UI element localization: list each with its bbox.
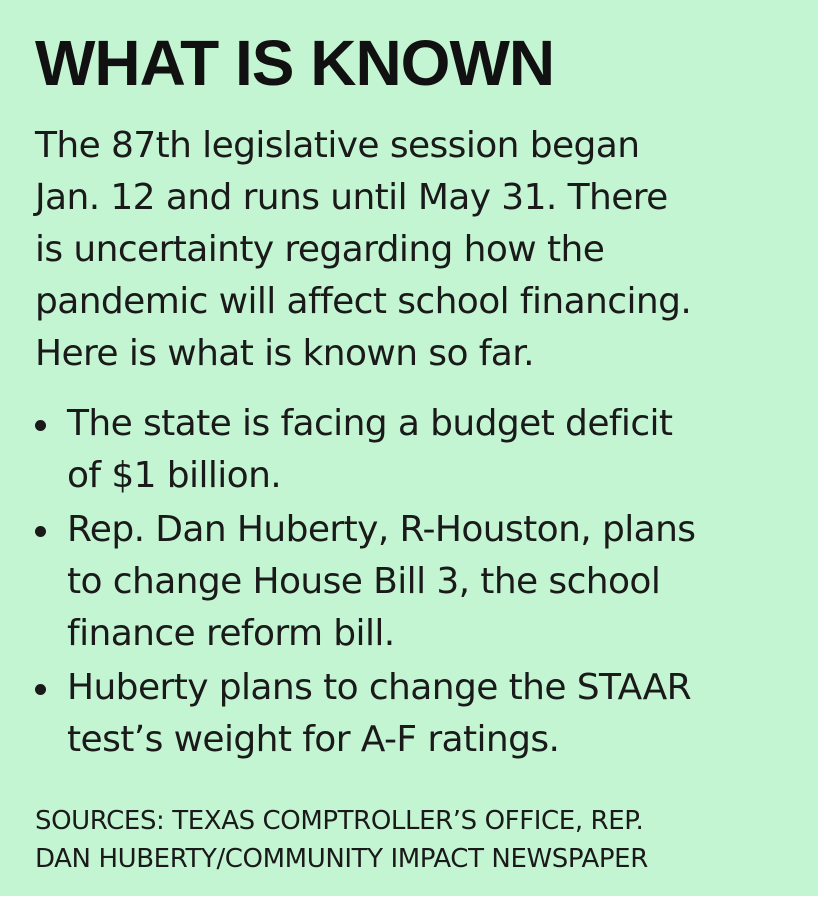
- bullet-line: Huberty plans to change the STAAR: [67, 667, 692, 708]
- bullet-item-budget-deficit: [35, 398, 815, 502]
- intro-line: Here is what is known so far.: [35, 333, 534, 374]
- intro-line: The 87th legislative session began: [35, 125, 640, 166]
- intro-line: is uncertainty regarding how the: [35, 229, 605, 270]
- bullet-line: The state is facing a budget deficit: [67, 403, 673, 444]
- sources-credit: [35, 802, 815, 878]
- bullet-line: Rep. Dan Huberty, R-Houston, plans: [67, 509, 696, 550]
- bullet-icon: [35, 526, 46, 537]
- intro-paragraph: [35, 120, 795, 380]
- sources-line: SOURCES: TEXAS COMPTROLLER’S OFFICE, REP.: [35, 806, 644, 836]
- bullet-item-house-bill-3: [35, 504, 815, 660]
- bullet-list: [35, 398, 815, 768]
- sources-line: DAN HUBERTY/COMMUNITY IMPACT NEWSPAPER: [35, 844, 648, 874]
- box-title: WHAT IS KNOWN: [35, 27, 555, 99]
- bullet-line: finance reform bill.: [67, 613, 395, 654]
- bullet-line: of $1 billion.: [67, 455, 282, 496]
- bullet-icon: [35, 684, 46, 695]
- bullet-item-staar-test: [35, 662, 815, 766]
- intro-line: Jan. 12 and runs until May 31. There: [35, 177, 668, 218]
- bullet-line: test’s weight for A-F ratings.: [67, 719, 560, 760]
- bullet-line: to change House Bill 3, the school: [67, 561, 661, 602]
- bullet-icon: [35, 420, 46, 431]
- intro-line: pandemic will affect school financing.: [35, 281, 692, 322]
